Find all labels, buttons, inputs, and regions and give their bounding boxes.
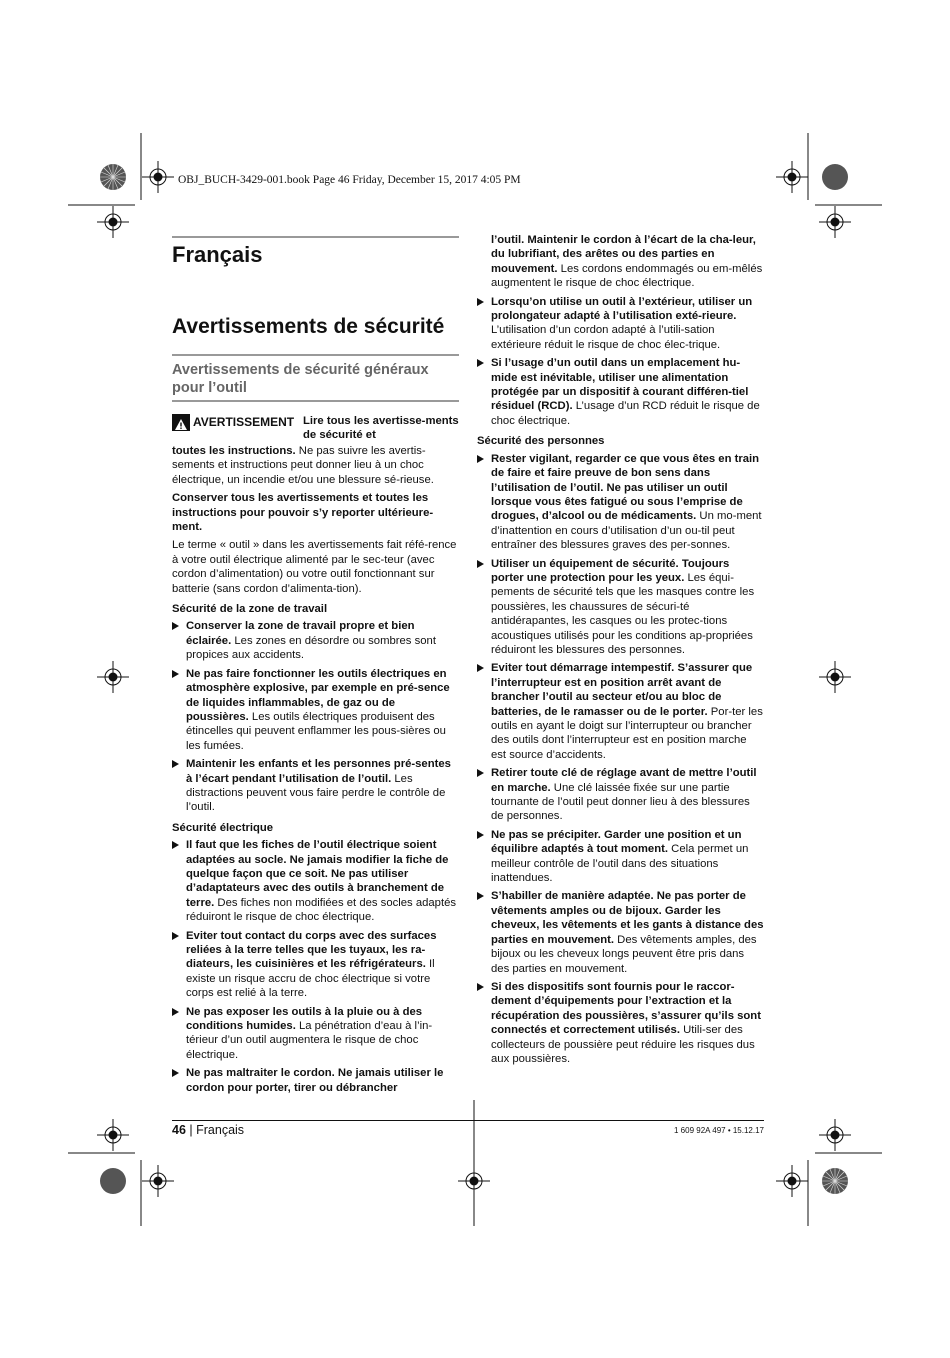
electrical-list (172, 838, 459, 1095)
bullet-arrow-icon (172, 760, 179, 768)
list-item (477, 828, 764, 886)
registration-cross-icon (819, 206, 851, 238)
item-text: Les cordons endommagés ou em-mêlés augmentent le risque de choc électrique. (491, 262, 763, 290)
item-text: Les équi-pements de sécurité tels que les masques contre les poussières, les chaussures de sécuri-té antidérapantes, les casques ou les protec-tions acoustiques utilisés pour les conditions ap-propriées réduiront les blessures des personnes. (491, 571, 755, 656)
electrical-heading: Sécurité électrique (172, 821, 274, 834)
list-item (477, 980, 764, 1066)
work-area-list (172, 619, 459, 814)
term-paragraph: Le terme « outil » dans les avertissements fait réfé-rence à votre outil électrique alimenté par le sec-teur (avec cordon d’alimentation) ou votre outil fonctionnant sur batterie (sans cordon d’alimenta-tion). (172, 539, 457, 595)
doc-code: 1 609 92A 497 • 15.12.17 (674, 1126, 764, 1135)
item-bold: Utiliser un équipement de sécurité. Toujours porter une protection pour les yeux. (491, 557, 730, 584)
registration-cross-icon (776, 1165, 808, 1197)
warning-paragraph (172, 444, 459, 487)
bullet-arrow-icon (172, 622, 179, 630)
registration-cross-icon (142, 1165, 174, 1197)
print-header: OBJ_BUCH-3429-001.book Page 46 Friday, December 15, 2017 4:05 PM (178, 174, 521, 186)
left-column (172, 236, 459, 1099)
bullet-arrow-icon (172, 841, 179, 849)
registration-cross-icon (97, 206, 129, 238)
warning-block (172, 414, 459, 444)
electrical-list-continued (477, 233, 764, 428)
item-text: Une clé laissée fixée sur une partie tournante de l’outil peut donner lieu à des blessures de personnes. (491, 781, 750, 823)
registration-cross-icon (819, 661, 851, 693)
personal-list (477, 452, 764, 1067)
footer-page-info (172, 1123, 244, 1137)
item-text: Des vêtements amples, des bijoux ou les cheveux longs peuvent être pris dans des parties en mouvement. (491, 933, 757, 975)
page-number: 46 (172, 1123, 186, 1137)
item-bold: l’outil. Maintenir le cordon à l’écart de la cha-leur, du lubrifiant, des arêtes ou des parties en mouvement. (491, 234, 756, 275)
bullet-arrow-icon (477, 983, 484, 991)
list-item (172, 619, 459, 662)
list-item (172, 838, 459, 924)
work-area-heading: Sécurité de la zone de travail (172, 603, 328, 616)
footer-separator: | (189, 1123, 193, 1137)
item-text: Un mo-ment d’inattention en cours d’utilisation d’un ou-til peut entraîner des blessures graves des per-sonnes. (491, 510, 762, 552)
item-text: Les distractions peuvent vous faire perdre le contrôle de l’outil. (186, 772, 446, 814)
bullet-arrow-icon (477, 664, 484, 672)
item-text: Por-ter les outils en ayant le doigt sur l’interrupteur ou brancher des outils dont l’interrupteur est en position marche est source d’accidents. (491, 705, 763, 761)
footer-rule (172, 1120, 764, 1121)
warning-triangle-icon (172, 414, 190, 431)
item-text: L’utilisation d’un cordon adapté à l’utili-sation extérieure réduit le risque de choc élec-trique. (491, 324, 721, 351)
item-text: Les outils électriques produisent des étincelles qui peuvent enflammer les pous-sières ou les fumées. (186, 710, 446, 752)
list-item (172, 1005, 459, 1063)
item-text: Des fiches non modifiées et des socles adaptés réduiront le risque de choc électrique. (186, 896, 457, 924)
list-item (477, 295, 764, 353)
bullet-arrow-icon (477, 455, 484, 463)
gray-disc-mark-icon (100, 1168, 126, 1194)
registration-cross-icon (819, 1119, 851, 1151)
bullet-arrow-icon (477, 359, 484, 367)
registration-cross-icon (776, 161, 808, 193)
list-item (172, 1066, 459, 1095)
item-bold: Eviter tout contact du corps avec des surfaces reliées à la terre telles que les tuyaux, les ra-diateurs, les cuisinières et les réfrigérateurs. (186, 929, 437, 971)
bullet-arrow-icon (172, 932, 179, 940)
list-item (477, 766, 764, 824)
warning-text: Ne pas suivre les avertis-sements et instructions peut donner lieu à un choc électrique, un incendie et/ou une blessure sé-rieuse. (172, 445, 434, 486)
personal-heading: Sécurité des personnes (477, 435, 605, 448)
item-text: Il existe un risque accru de choc électrique si votre corps est relié à la terre. (186, 958, 435, 1000)
item-bold: S’habiller de manière adaptée. Ne pas porter de vêtements amples ou de bijoux. Garder les cheveux, les vêtements et les gants à distance des parties en mouvement. (491, 890, 764, 946)
item-bold: Rester vigilant, regarder ce que vous êtes en train de faire et faire preuve de bon sens dans l’utilisation de l’outil. Ne pas utiliser un outil lorsque vous êtes fatigué ou sous l’emprise de drogues, d’alcool ou de médicaments. (491, 452, 760, 523)
item-bold: Retirer toute clé de réglage avant de mettre l’outil en marche. (491, 767, 757, 794)
registration-cross-icon (97, 661, 129, 693)
registration-cross-icon (97, 1119, 129, 1151)
bullet-arrow-icon (477, 298, 484, 306)
item-text: Les zones en désordre ou sombres sont propices aux accidents. (186, 634, 436, 662)
item-bold: Ne pas se précipiter. Garder une position et un équilibre adaptés à tout moment. (491, 828, 742, 856)
item-bold: Il faut que les fiches de l’outil électrique soient adaptées au socle. Ne jamais modifier la fiche de quelque façon que ce soit. Ne pas utiliser d’adaptateurs avec des outils à branchement de terre. (186, 839, 449, 909)
warning-lead: Lire tous les avertisse-ments de sécurité et (303, 415, 459, 442)
subsection-title: Avertissements de sécurité généraux pour l’outil (172, 354, 459, 402)
section-title: Avertissements de sécurité (172, 315, 445, 338)
keep-instructions: Conserver tous les avertissements et toutes les instructions pour pouvoir s’y reporter ultérieure-ment. (172, 492, 434, 534)
item-text: Utili-ser des collecteurs de poussière peut réduire les risques dus aux poussières. (491, 1024, 755, 1065)
gray-disc-mark-icon (822, 164, 848, 190)
item-text: La pénétration d’eau à l’in-térieur d’un outil augmentera le risque de choc électrique. (186, 1020, 433, 1061)
footer-language: Français (196, 1123, 245, 1137)
language-title: Français (172, 236, 459, 269)
item-bold: Maintenir les enfants et les personnes pré-sentes à l’écart pendant l’utilisation de l’outil. (186, 758, 451, 785)
item-bold: Lorsqu’on utilise un outil à l’extérieur, utiliser un prolongateur adapté à l’utilisation exté-rieure. (491, 295, 753, 323)
list-item (477, 661, 764, 762)
sunburst-mark-icon (822, 1168, 848, 1194)
bullet-arrow-icon (477, 769, 484, 777)
list-item-continuation (477, 233, 764, 291)
item-bold: Si l’usage d’un outil dans un emplacement hu-mide est inévitable, utiliser une alimentation protégée par un dispositif à courant différen-tiel résiduel (RCD). (491, 357, 749, 413)
bullet-arrow-icon (172, 1008, 179, 1016)
item-bold: Eviter tout démarrage intempestif. S’assurer que l’interrupteur est en position arrêt avant de brancher l’outil au secteur et/ou au bloc de batteries, de le ramasser ou de le porter. (491, 662, 753, 718)
item-bold: Si des dispositifs sont fournis pour le raccor-dement d’équipements pour l’extraction et la récupération des poussières, s’assurer qu’ils sont connectés et correctement utilisés. (491, 980, 761, 1037)
right-column (477, 233, 764, 1070)
sunburst-mark-icon (100, 164, 126, 190)
warning-badge (172, 414, 294, 431)
bullet-arrow-icon (477, 892, 484, 900)
item-text: Cela permet un meilleur contrôle de l’outil dans des situations inattendues. (491, 843, 749, 885)
list-item (477, 889, 764, 975)
item-bold: Ne pas exposer les outils à la pluie ou à des conditions humides. (186, 1005, 423, 1033)
bullet-arrow-icon (477, 831, 484, 839)
bullet-arrow-icon (172, 1069, 179, 1077)
item-bold: Ne pas maltraiter le cordon. Ne jamais utiliser le cordon pour porter, tirer ou débrancher (186, 1067, 444, 1094)
item-bold: Conserver la zone de travail propre et bien éclairée. (186, 620, 415, 647)
list-item (477, 356, 764, 428)
item-bold: Ne pas faire fonctionner les outils électriques en atmosphère explosive, par exemple en pré-sence de liquides inflammables, de gaz ou de poussières. (186, 667, 450, 723)
bullet-arrow-icon (172, 670, 179, 678)
list-item (477, 452, 764, 553)
warning-lead-rest: toutes les instructions. (172, 445, 296, 457)
list-item (172, 929, 459, 1001)
item-text: L’usage d’un RCD réduit le risque de choc électrique. (491, 400, 760, 427)
registration-cross-icon (142, 161, 174, 193)
bullet-arrow-icon (477, 560, 484, 568)
list-item (477, 557, 764, 658)
warning-label: AVERTISSEMENT (193, 415, 295, 430)
list-item (172, 757, 459, 815)
list-item (172, 667, 459, 753)
